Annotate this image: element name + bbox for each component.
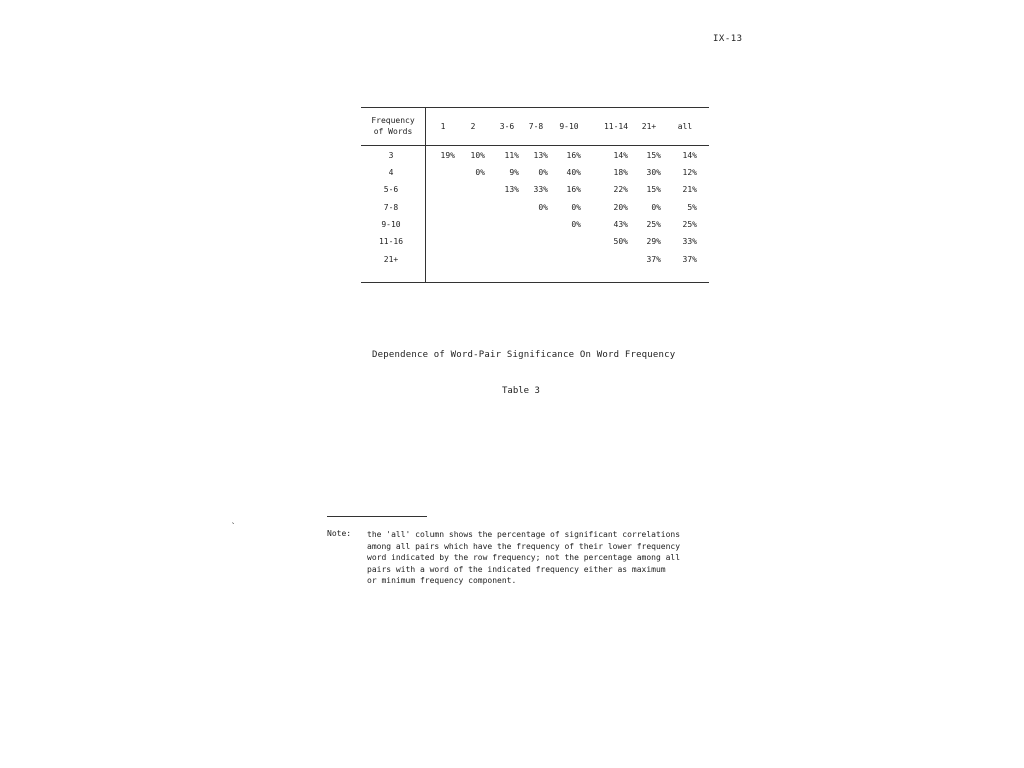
- table-cell: 40%: [566, 168, 581, 177]
- table-cell: 13%: [533, 151, 548, 160]
- table-cell: 16%: [566, 185, 581, 194]
- table-cell: 15%: [646, 185, 661, 194]
- footnote-rule: [327, 516, 427, 517]
- note-line: word indicated by the row frequency; not the percentage among all: [367, 553, 681, 562]
- table-cell: 33%: [533, 185, 548, 194]
- note-label: Note:: [327, 529, 352, 538]
- column-header: 7-8: [528, 122, 544, 131]
- frequency-table: [361, 107, 709, 283]
- table-cell: 29%: [646, 237, 661, 246]
- column-header: 3-6: [499, 122, 515, 131]
- table-cell: 19%: [440, 151, 455, 160]
- page-number: IX-13: [713, 34, 743, 44]
- table-cell: 16%: [566, 151, 581, 160]
- row-label: 11-16: [378, 237, 404, 246]
- table-cell: 0%: [538, 203, 548, 212]
- stray-mark: `: [231, 522, 236, 531]
- table-cell: 13%: [504, 185, 519, 194]
- note-text: [367, 529, 727, 587]
- table-cell: 0%: [651, 203, 661, 212]
- note-line: among all pairs which have the frequency of their lower frequency: [367, 541, 681, 551]
- table-cell: 25%: [646, 220, 661, 229]
- row-header-label: [363, 115, 423, 137]
- column-header: 21+: [641, 122, 657, 131]
- row-header-line: of Words: [373, 127, 413, 136]
- table-cell: 14%: [613, 151, 628, 160]
- table-cell: 0%: [571, 220, 581, 229]
- note-line: pairs with a word of the indicated frequency either as maximum: [367, 564, 666, 574]
- column-header: 1: [440, 122, 446, 131]
- table-cell: 14%: [682, 151, 697, 160]
- table-cell: 12%: [682, 168, 697, 177]
- table-cell: 22%: [613, 185, 628, 194]
- table-cell: 50%: [613, 237, 628, 246]
- note-line: or minimum frequency component.: [367, 576, 517, 585]
- row-label: 4: [388, 168, 394, 177]
- row-label: 21+: [383, 255, 399, 264]
- column-header: all: [677, 122, 693, 131]
- row-label: 7-8: [383, 203, 399, 212]
- table-cell: 5%: [687, 203, 697, 212]
- table-cell: 21%: [682, 185, 697, 194]
- table-cell: 0%: [475, 168, 485, 177]
- table-cell: 0%: [538, 168, 548, 177]
- table-cell: 11%: [504, 151, 519, 160]
- table-header-divider: [361, 145, 709, 146]
- note-line: the 'all' column shows the percentage of significant correlations: [367, 530, 681, 539]
- table-label: Table 3: [502, 386, 540, 396]
- table-cell: 30%: [646, 168, 661, 177]
- table-cell: 15%: [646, 151, 661, 160]
- table-cell: 37%: [682, 255, 697, 264]
- row-label: 9-10: [381, 220, 401, 229]
- row-label: 3: [388, 151, 394, 160]
- column-header: 11-14: [603, 122, 629, 131]
- table-caption: Dependence of Word-Pair Significance On Word Frequency: [372, 350, 676, 360]
- table-cell: 43%: [613, 220, 628, 229]
- table-vertical-divider: [425, 108, 426, 282]
- table-cell: 18%: [613, 168, 628, 177]
- table-cell: 20%: [613, 203, 628, 212]
- table-cell: 9%: [509, 168, 519, 177]
- table-cell: 37%: [646, 255, 661, 264]
- table-cell: 0%: [571, 203, 581, 212]
- row-label: 5-6: [383, 185, 399, 194]
- column-header: 2: [470, 122, 476, 131]
- column-header: 9-10: [559, 122, 579, 131]
- table-cell: 33%: [682, 237, 697, 246]
- table-cell: 10%: [470, 151, 485, 160]
- table-cell: 25%: [682, 220, 697, 229]
- row-header-line: Frequency: [371, 116, 415, 125]
